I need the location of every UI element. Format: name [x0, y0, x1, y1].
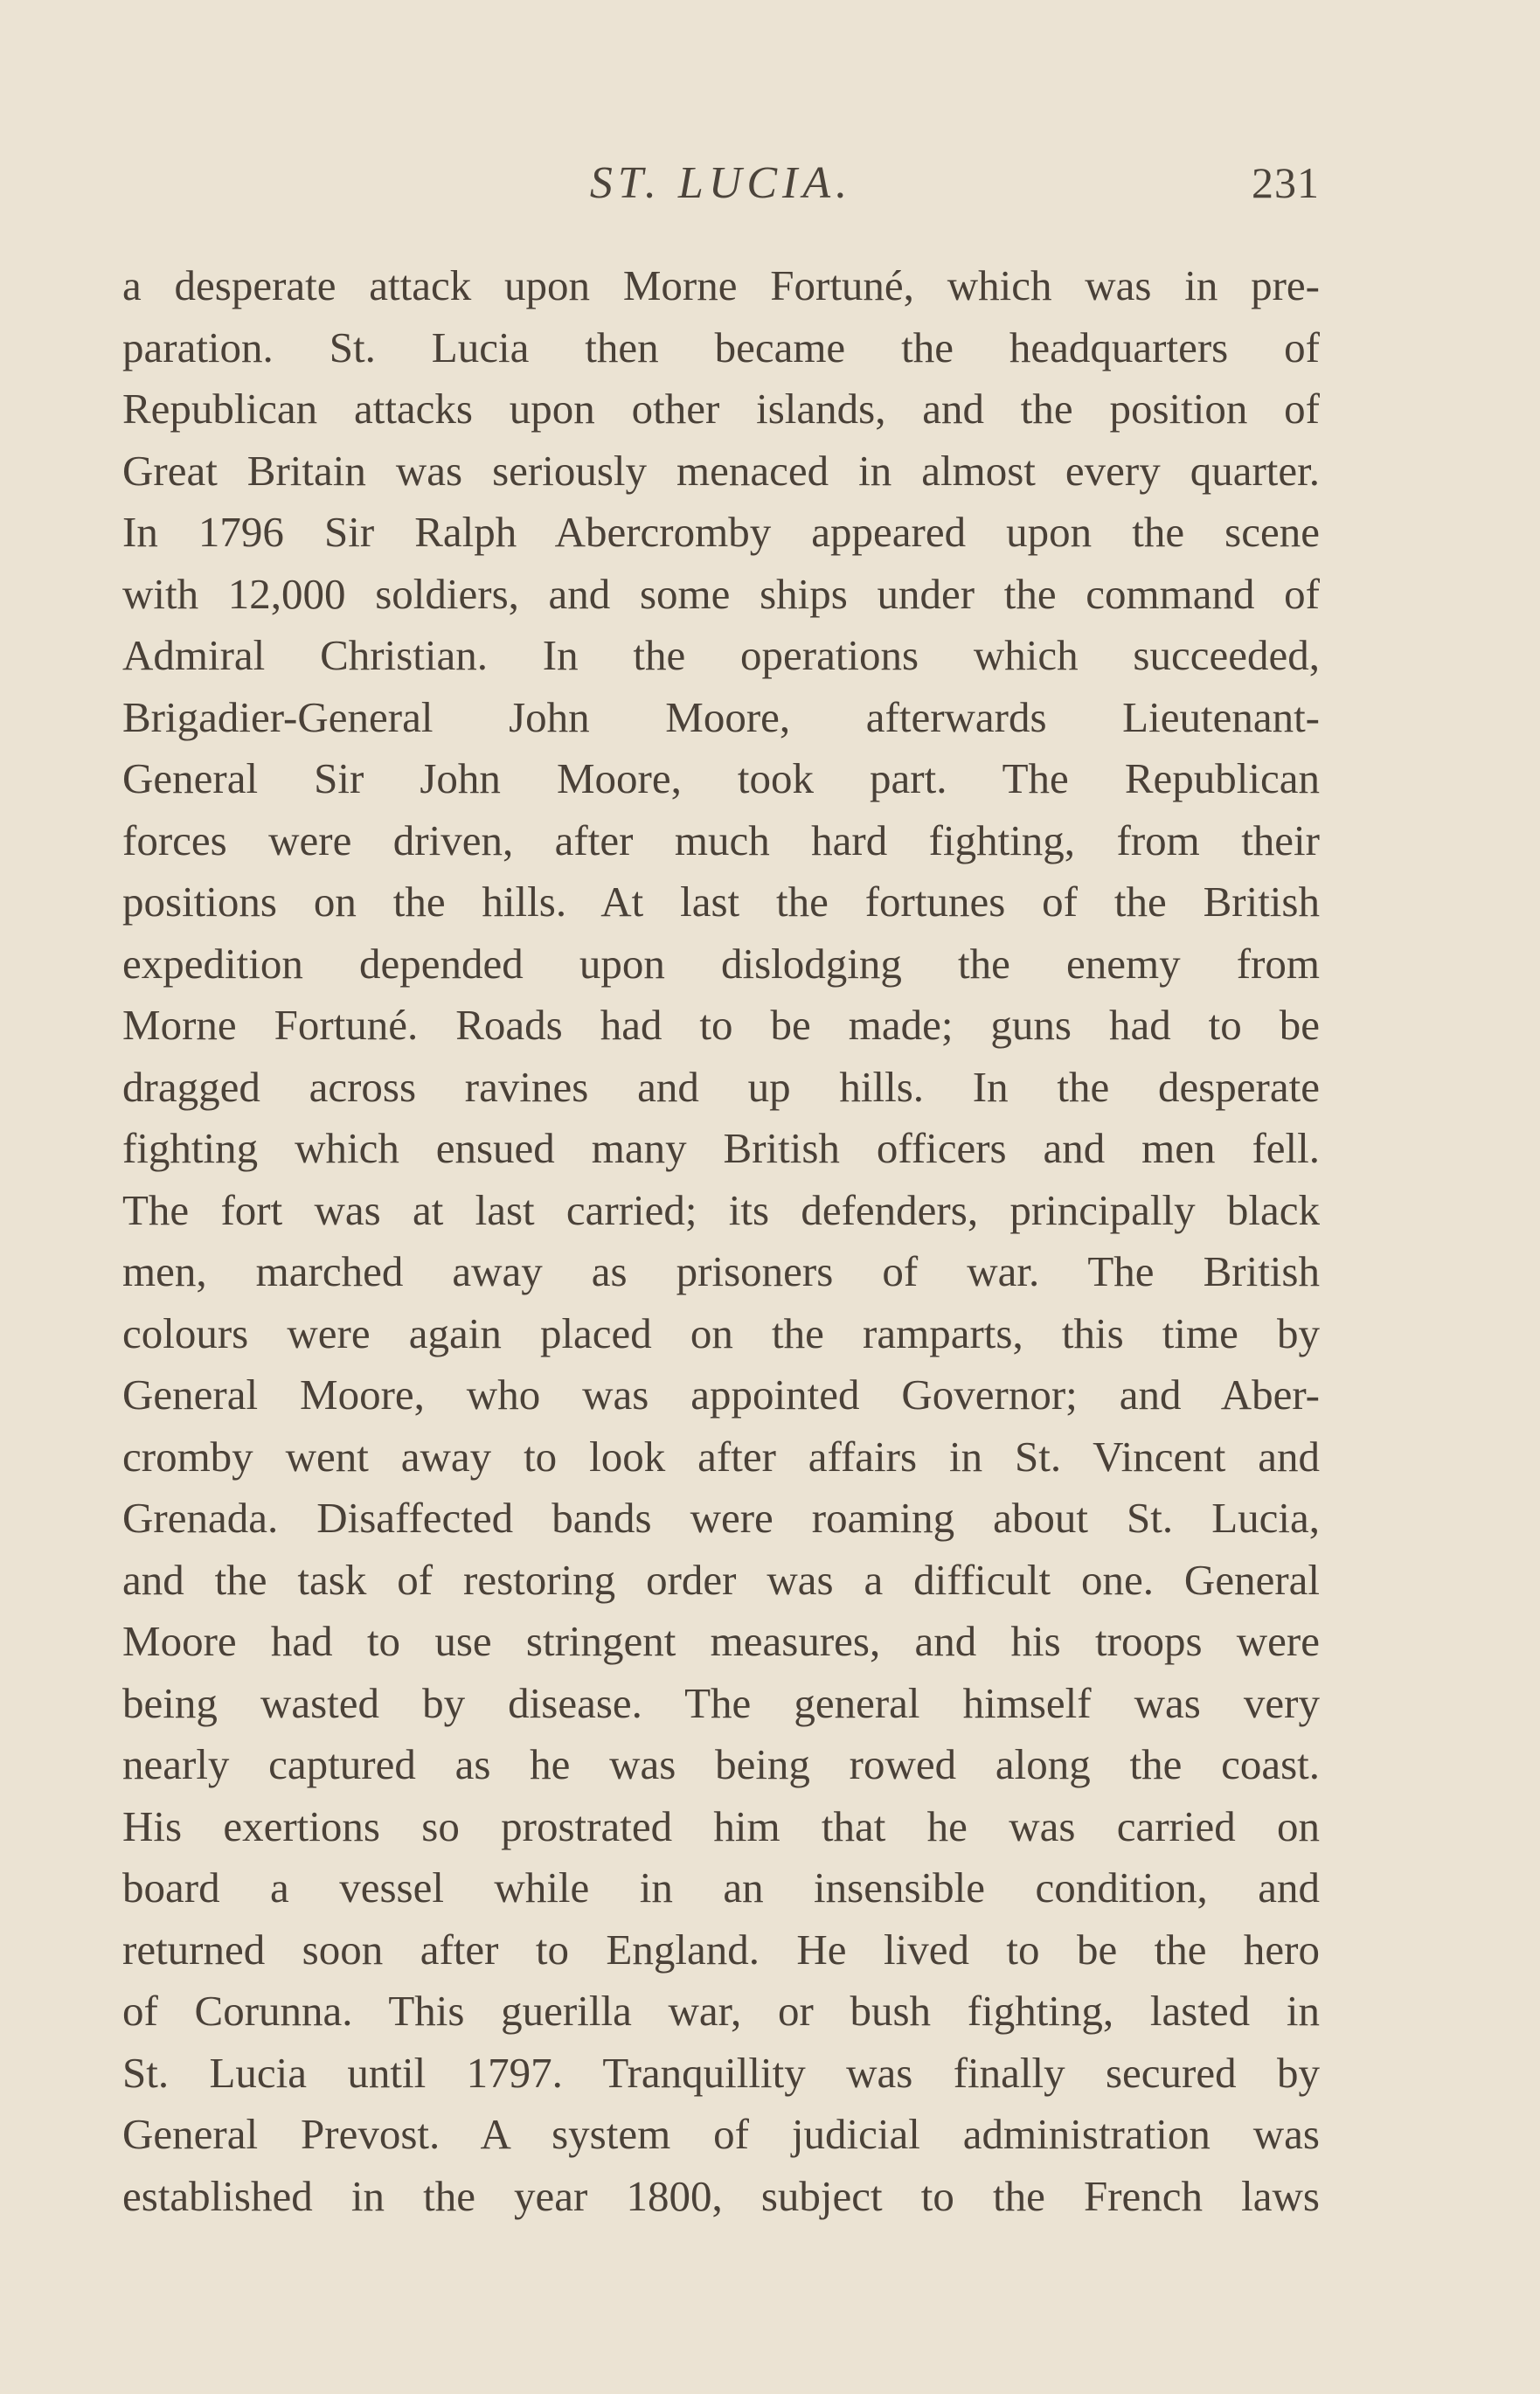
text-line: In 1796 Sir Ralph Abercromby appeared upon the scene — [122, 508, 1320, 556]
text-line: Republican attacks upon other islands, and the position of — [122, 385, 1320, 433]
text-line: His exertions so prostrated him that he was carried on — [122, 1801, 1320, 1850]
text-line: and the task of restoring order was a difficult one. General — [122, 1555, 1320, 1604]
text-line: being wasted by disease. The general himself was very — [122, 1678, 1320, 1727]
text-line: men, marched away as prisoners of war. The British — [122, 1247, 1320, 1295]
text-line: Great Britain was seriously menaced in almost every quarter. — [122, 446, 1320, 495]
text-line: General Prevost. A system of judicial administration was — [122, 2110, 1320, 2158]
text-line: established in the year 1800, subject to the French laws — [122, 2171, 1320, 2220]
text-line: Grenada. Disaffected bands were roaming about St. Lucia, — [122, 1494, 1320, 1542]
text-line: a desperate attack upon Morne Fortuné, which was in pre- — [122, 261, 1320, 309]
text-line: The fort was at last carried; its defenders, principally black — [122, 1185, 1320, 1234]
text-line: colours were again placed on the ramparts, this time by — [122, 1308, 1320, 1357]
text-line: Morne Fortuné. Roads had to be made; guns had to be — [122, 1001, 1320, 1049]
page-number: 231 — [1252, 158, 1320, 207]
text-line: nearly captured as he was being rowed along the coast. — [122, 1740, 1320, 1788]
text-line: Admiral Christian. In the operations which succeeded, — [122, 631, 1320, 679]
text-line: dragged across ravines and up hills. In the desperate — [122, 1062, 1320, 1111]
running-title: ST. LUCIA. — [589, 158, 853, 208]
text-line: Brigadier-General John Moore, afterwards Lieutenant- — [122, 692, 1320, 741]
body-text — [122, 255, 1320, 2227]
text-line: General Moore, who was appointed Governor; and Aber- — [122, 1370, 1320, 1419]
text-line: board a vessel while in an insensible condition, and — [122, 1863, 1320, 1912]
text-line: paration. St. Lucia then became the headquarters of — [122, 323, 1320, 371]
text-line: Moore had to use stringent measures, and his troops were — [122, 1617, 1320, 1665]
text-line: fighting which ensued many British officers and men fell. — [122, 1124, 1320, 1172]
text-line: positions on the hills. At last the fortunes of the British — [122, 878, 1320, 926]
text-line: cromby went away to look after affairs in St. Vincent and — [122, 1432, 1320, 1481]
text-line: with 12,000 soldiers, and some ships under the command of — [122, 569, 1320, 618]
text-line: of Corunna. This guerilla war, or bush fighting, lasted in — [122, 1987, 1320, 2035]
text-line: General Sir John Moore, took part. The Republican — [122, 754, 1320, 802]
text-line: expedition depended upon dislodging the enemy from — [122, 939, 1320, 988]
text-line: St. Lucia until 1797. Tranquillity was finally secured by — [122, 2048, 1320, 2097]
text-line: forces were driven, after much hard fighting, from their — [122, 815, 1320, 864]
running-head — [122, 157, 1320, 219]
text-line: returned soon after to England. He lived to be the hero — [122, 1925, 1320, 1974]
